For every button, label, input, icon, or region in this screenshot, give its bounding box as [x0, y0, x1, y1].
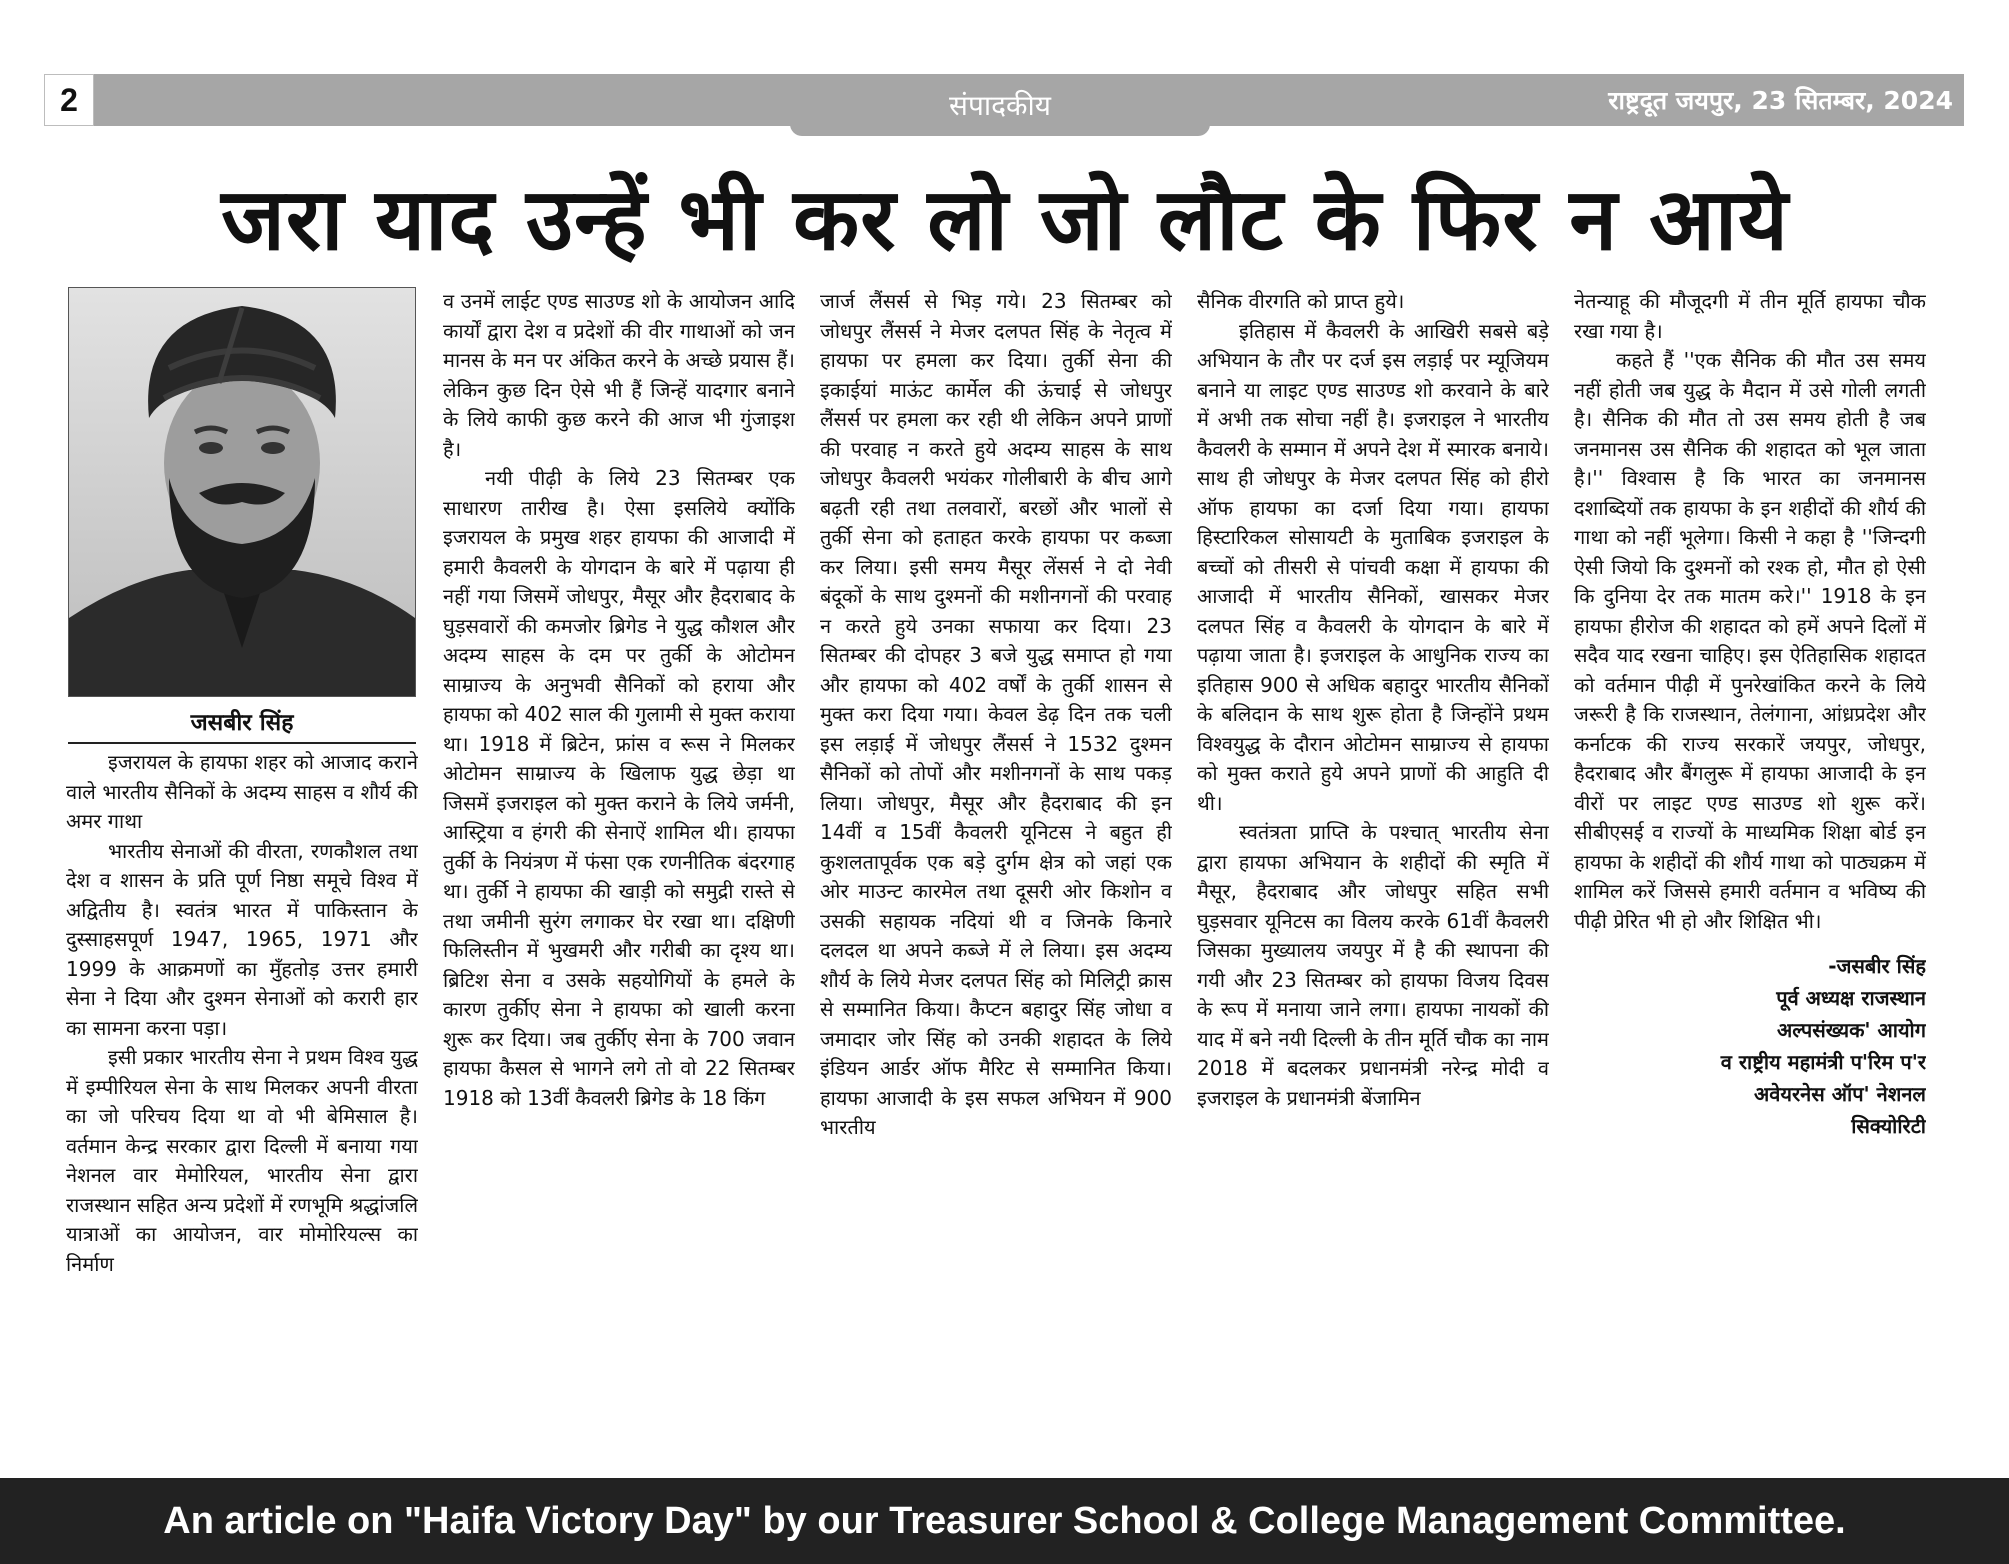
footer-banner: An article on "Haifa Victory Day" by our Treasurer School & College Management Committee. [0, 1478, 2009, 1564]
paragraph: जार्ज लैंसर्स से भिड़ गये। 23 सितम्बर को जोधपुर लैंसर्स ने मेजर दलपत सिंह के नेतृत्व में हायफा पर हमला कर दिया। तुर्की सेना की इकाईयां माऊंट कार्मेल की ऊंचाई से जोधपुर लैंसर्स पर हमला कर रही थी लेकिन अपने प्राणों की परवाह न करते हुये अदम्य साहस के साथ जोधपुर कैवलरी भयंकर गोलीबारी के बीच आगे बढ़ती रही तथा तलवारों, बरछों और भालों से तुर्की सेना को हताहत करके हायफा पर कब्जा कर लिया। इसी समय मैसूर लेंसर्स ने दो नेवी बंदूकों के साथ दुश्मनों की मशीनगनों की परवाह न करते हुये उनका सफाया कर दिया। 23 सितम्बर की दोपहर 3 बजे युद्ध समाप्त हो गया और हायफा को 402 वर्षों के तुर्की शासन से मुक्त करा दिया गया। केवल डेढ़ दिन तक चली इस लड़ाई में जोधपुर लैंसर्स ने 1532 दुश्मन सैनिकों को तोपों और मशीनगनों के साथ पकड़ लिया। जोधपुर, मैसूर और हैदराबाद की इन 14वीं व 15वीं कैवलरी यूनिटस ने बहुत ही कुशलतापूर्वक एक बड़े दुर्गम क्षेत्र को जहां एक ओर माउन्ट कारमेल तथा दूसरी ओर किशोन व उसकी सहायक नदियां थी व जिनके किनारे दलदल था अपने कब्जे में ले लिया। इस अदम्य शौर्य के लिये मेजर दलपत सिंह को मिलिट्री क्रास से सम्मानित किया। कैप्टन बहादुर सिंह जोधा व जमादार जोर सिंह को उनकी शहादत के लिये इंडियन आर्डर ऑफ मैरिट से सम्मानित किया। हायफा आजादी के इस सफल अभियन में 900 भारतीय [820, 289, 1172, 1139]
paragraph: इतिहास में कैवलरी के आखिरी सबसे बड़े अभियान के तौर पर दर्ज इस लड़ाई पर म्यूजियम बनाने या लाइट एण्ड साउण्ड शो करवाने के बारे में अभी तक सोचा नहीं है। इजराइल ने भारतीय कैवलरी के सम्मान में अपने देश में स्मारक बनाये। साथ ही जोधपुर के मेजर दलपत सिंह को हीरो ऑफ हायफा का दर्जा दिया गया। हायफा हिस्टारिकल सोसायटी के मुताबिक इजराइल के बच्चों को तीसरी से पांचवी कक्षा में हायफा की आजादी में भारतीय सैनिकों, खासकर मेजर दलपत सिंह व कैवलरी के योगदान के बारे में पढ़ाया जाता है। इजराइल के आधुनिक राज्य का इतिहास 900 से अधिक बहादुर भारतीय सैनिकों के बलिदान के साथ शुरू होता है जिन्होंने प्रथम विश्वयुद्ध के दौरान ओटोमन साम्राज्य से हायफा को मुक्त कराते हुये अपने प्राणों की आहुति दी थी। [1197, 318, 1549, 815]
signoff-line: व राष्ट्रीय महामंत्री प'रिम प'र [1720, 1050, 1926, 1074]
article-column-3 [820, 287, 1172, 1463]
author-caption: जसबीर सिंह [190, 710, 294, 736]
signoff-line: सिक्योरिटी [1851, 1114, 1926, 1138]
paragraph: नयी पीढ़ी के लिये 23 सितम्बर एक साधारण तारीख है। ऐसा इसलिये क्योंकि इजरायल के प्रमुख शहर हायफा की आजादी में हमारी कैवलरी के योगदान के बारे में पढ़ाया ही नहीं गया जिसमें जोधपुर, मैसूर और हैदराबाद के घुड़सवारों की कमजोर ब्रिगेड ने युद्ध कौशल और अदम्य साहस के दम पर तुर्की के ओटोमन साम्राज्य के अनुभवी सैनिकों को हराया और हायफा को 402 साल की गुलामी से मुक्त कराया था। 1918 में ब्रिटेन, फ्रांस व रूस ने मिलकर ओटोमन साम्राज्य के खिलाफ युद्ध छेड़ा था जिसमें इजराइल को मुक्त कराने के लिये जर्मनी, आस्ट्रिया व हंगरी की सेनाऐं शामिल थी। हायफा तुर्की के नियंत्रण में फंसा एक रणनीतिक बंदरगाह था। तुर्की ने हायफा की खाड़ी को समुद्री रास्ते से तथा जमीनी सुरंग लगाकर घेर रखा था। दक्षिणी फिलिस्तीन में भुखमरी और गरीबी का दृश्य था। ब्रिटिश सेना व उसके सहयोगियों के हमले के कारण तुर्कीए सेना ने हायफा को खाली करना शुरू कर दिया। जब तुर्कीए सेना के 700 जवान हायफा कैसल से भागने लगे तो वो 22 सितम्बर 1918 को 13वीं कैवलरी ब्रिगेड के 18 किंग [443, 466, 795, 1110]
signoff-line: पूर्व अध्यक्ष राजस्थान [1776, 986, 1926, 1010]
author-photo [68, 287, 416, 697]
paragraph: सैनिक वीरगति को प्राप्त हुये। [1197, 289, 1405, 313]
article-column-2 [443, 287, 795, 1463]
article-column-1 [66, 748, 418, 1463]
paragraph: भारतीय सेनाओं की वीरता, रणकौशल तथा देश व शासन के प्रति पूर्ण निष्ठा समूचे विश्व में अद्वितीय है। स्वतंत्र भारत में पाकिस्तान के दुस्साहसपूर्ण 1947, 1965, 1971 और 1999 के आक्रमणों का मुँहतोड़ उत्तर हमारी सेना ने दिया और दुश्मन सेनाओं को करारी हार का सामना करना पड़ा। [66, 838, 418, 1040]
signoff-line: अल्पसंख्यक' आयोग [1777, 1018, 1926, 1042]
article-column-4 [1197, 287, 1549, 1463]
paragraph: व उनमें लाईट एण्ड साउण्ड शो के आयोजन आदि कार्यों द्वारा देश व प्रदेशों की वीर गाथाओं को जन मानस के मन पर अंकित करने के अच्छे प्रयास हैं। लेकिन कुछ दिन ऐसे भी हैं जिन्हें यादगार बनाने के लिये काफी कुछ करने की आज भी गुंजाइश है। [443, 289, 795, 461]
signoff-name: -जसबीर सिंह [1828, 954, 1926, 978]
signoff-line: अवेयरनेस ऑप' नेशनल [1753, 1082, 1926, 1106]
paragraph: इजरायल के हायफा शहर को आजाद कराने वाले भारतीय सैनिकों के अदम्य साहस व शौर्य की अमर गाथा [66, 750, 418, 833]
article-column-5 [1574, 287, 1926, 1463]
article-headline: जरा याद उन्हें भी कर लो जो लौट के फिर न आये [221, 170, 1789, 270]
dateline: राष्ट्रदूत जयपुर, 23 सितम्बर, 2024 [1608, 86, 1953, 115]
author-signoff [1574, 950, 1926, 1142]
section-label: संपादकीय [790, 74, 1210, 136]
paragraph: नेतन्याहू की मौजूदगी में तीन मूर्ति हायफा चौक रखा गया है। [1574, 289, 1926, 343]
caption-divider [68, 742, 416, 744]
page-number: 2 [44, 74, 94, 126]
paragraph: स्वतंत्रता प्राप्ति के पश्चात् भारतीय सेना द्वारा हायफा अभियान के शहीदों की स्मृति में मैसूर, हैदराबाद और जोधपुर सहित सभी घुड़सवार यूनिटस का विलय करके 61वीं कैवलरी जिसका मुख्यालय जयपुर में है की स्थापना की गयी और 23 सितम्बर को हायफा विजय दिवस के रूप में मनाया जाने लगा। हायफा नायकों की याद में बने नयी दिल्ली के तीन मूर्ति चौक का नाम 2018 में बदलकर प्रधानमंत्री नरेन्द्र मोदी व इजराइल के प्रधानमंत्री बेंजामिन [1197, 820, 1549, 1110]
paragraph: इसी प्रकार भारतीय सेना ने प्रथम विश्व युद्ध में इम्पीरियल सेना के साथ मिलकर अपनी वीरता का जो परिचय दिया था वो भी बेमिसाल है। वर्तमान केन्द्र सरकार द्वारा दिल्ली में बनाया गया नेशनल वार मेमोरियल, भारतीय सेना द्वारा राजस्थान सहित अन्य प्रदेशों में रणभूमि श्रद्धांजलि यात्राओं का आयोजन, वार मोमोरियल्स का निर्माण [66, 1045, 418, 1276]
paragraph: कहते हैं ''एक सैनिक की मौत उस समय नहीं होती जब युद्ध के मैदान में उसे गोली लगती है। सैनिक की मौत तो उस समय होती है जब जनमानस उस सैनिक की शहादत को भूल जाता है।'' विश्वास है कि भारत का जनमानस दशाब्दियों तक हायफा के इन शहीदों की शौर्य की गाथा को नहीं भूलेगा। किसी ने कहा है ''जिन्दगी ऐसी जियो कि दुश्मनों को रश्क हो, मौत हो ऐसी कि दुनिया देर तक मातम करे।'' 1918 के इन हायफा हीरोज की शहादत को हमें अपने दिलों में सदैव याद रखना चाहिए। इस ऐतिहासिक शहादत को वर्तमान पीढ़ी में पुनरेखांकित करने के लिये जरूरी है कि राजस्थान, तेलंगाना, आंध्रप्रदेश और कर्नाटक की राज्य सरकारें जयपुर, जोधपुर, हैदराबाद और बैंगलुरू में हायफा आजादी के इन वीरों पर लाइट एण्ड साउण्ड शो शुरू करें। सीबीएसई व राज्यों के माध्यमिक शिक्षा बोर्ड इन हायफा के शहीदों की शौर्य गाथा को पाठ्यक्रम में शामिल करें जिससे हमारी वर्तमान व भविष्य की पीढ़ी प्रेरित भी हो और शिक्षित भी। [1574, 348, 1926, 933]
